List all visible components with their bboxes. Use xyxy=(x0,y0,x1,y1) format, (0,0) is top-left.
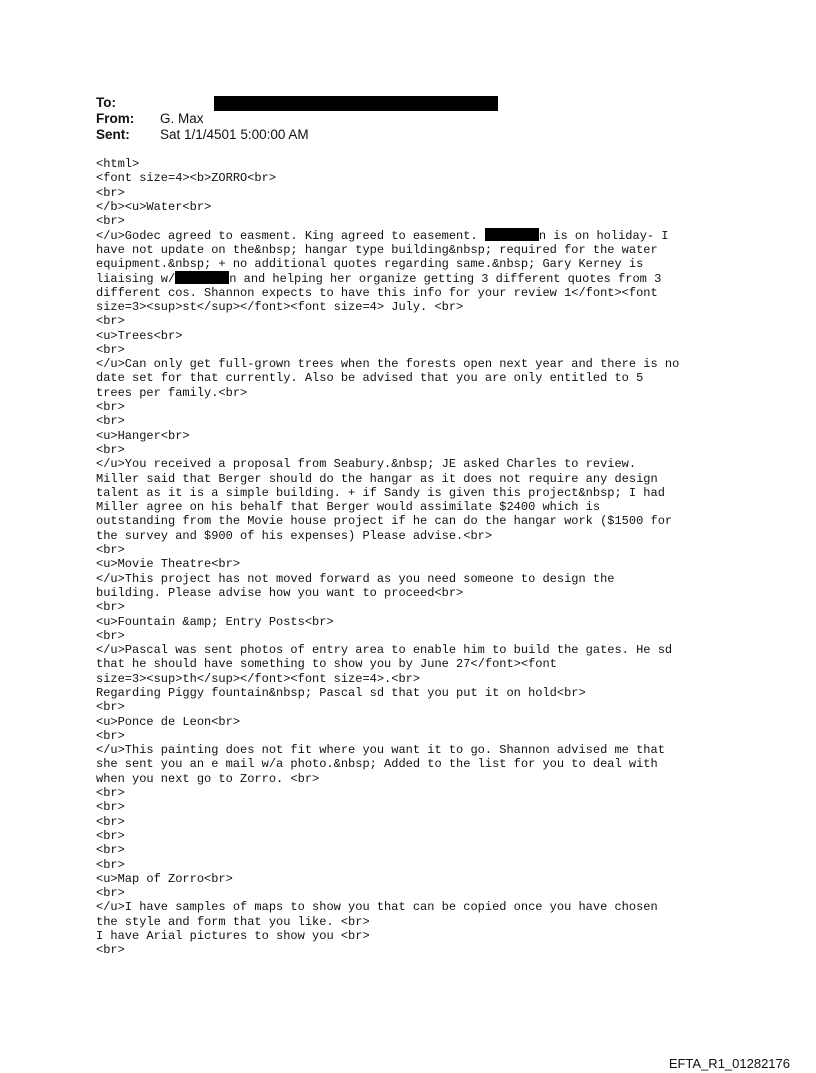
body-line: size=3><sup>th</sup></font><font size=4>.<br> xyxy=(96,671,421,686)
redaction-block xyxy=(485,228,539,241)
body-line: Miller agree on his behalf that Berger would assimilate $2400 which is xyxy=(96,500,601,515)
body-line: <html> xyxy=(96,157,140,171)
sent-row xyxy=(96,127,498,143)
body-line: have not update on the&nbsp; hangar type building&nbsp; required for the water xyxy=(96,242,658,257)
to-row xyxy=(96,95,498,111)
body-line: <br> xyxy=(96,843,125,858)
document-id: EFTA_R1_01282176 xyxy=(668,1056,790,1071)
sent-value: Sat 1/1/4501 5:00:00 AM xyxy=(160,127,309,142)
body-line: </u>Pascal was sent photos of entry area to enable him to build the gates. He sd xyxy=(96,643,673,658)
body-line: <u>Fountain &amp; Entry Posts<br> xyxy=(96,614,334,629)
body-line: <br> xyxy=(96,314,125,329)
body-line: Miller said that Berger should do the hangar as it does not require any design xyxy=(96,471,658,486)
body-line: trees per family.<br> xyxy=(96,385,248,400)
body-line: <br> xyxy=(96,800,125,815)
body-line: <br> xyxy=(96,214,125,229)
body-line: when you next go to Zorro. <br> xyxy=(96,771,320,786)
body-line: <br> xyxy=(96,342,125,357)
body-line: </u>This project has not moved forward as you need someone to design the xyxy=(96,571,615,586)
body-line: <font size=4><b>ZORRO<br> xyxy=(96,171,277,186)
body-line: <br> xyxy=(96,728,125,743)
body-line: </u>Can only get full-grown trees when the forests open next year and there is no xyxy=(96,357,680,372)
body-line: building. Please advise how you want to proceed<br> xyxy=(96,585,464,600)
body-line: <br> xyxy=(96,543,125,558)
from-row xyxy=(96,111,498,127)
body-line: talent as it is a simple building. + if Sandy is given this project&nbsp; I had xyxy=(96,485,665,500)
body-line: <br> xyxy=(96,886,125,901)
body-line: <u>Movie Theatre<br> xyxy=(96,557,241,572)
body-line: <br> xyxy=(96,400,125,415)
body-line: <br> xyxy=(96,628,125,643)
to-label: To: xyxy=(96,95,116,110)
body-line: </u>This painting does not fit where you want it to go. Shannon advised me that xyxy=(96,743,665,758)
body-line: <br> xyxy=(96,442,125,457)
from-value: G. Max xyxy=(160,111,204,126)
from-label: From: xyxy=(96,111,135,126)
body-line: different cos. Shannon expects to have this info for your review 1</font><font xyxy=(96,285,658,300)
body-line: the survey and $900 of his expenses) Please advise.<br> xyxy=(96,528,493,543)
body-line: <br> xyxy=(96,700,125,715)
body-line: <br> xyxy=(96,414,125,429)
body-line: </b><u>Water<br> xyxy=(96,199,212,214)
email-body xyxy=(96,157,776,958)
body-line: <br> xyxy=(96,857,125,872)
body-line: <u>Ponce de Leon<br> xyxy=(96,714,241,729)
redaction-block xyxy=(214,96,498,111)
body-line: </u>You received a proposal from Seabury.&nbsp; JE asked Charles to review. xyxy=(96,457,637,472)
body-line: liaising w/ n and helping her organize getting 3 different quotes from 3 xyxy=(96,272,662,287)
body-line: <br> xyxy=(96,943,125,958)
body-line: </u>Godec agreed to easment. King agreed to easement. n is on holiday- I xyxy=(96,229,669,244)
body-line: size=3><sup>st</sup></font><font size=4> July. <br> xyxy=(96,299,464,314)
body-line: </u>I have samples of maps to show you that can be copied once you have chosen xyxy=(96,900,658,915)
sent-label: Sent: xyxy=(96,127,130,142)
redaction-block xyxy=(175,271,229,284)
body-line: <u>Map of Zorro<br> xyxy=(96,871,233,886)
body-line: outstanding from the Movie house project if he can do the hangar work ($1500 for xyxy=(96,514,673,529)
body-line: that he should have something to show you by June 27</font><font xyxy=(96,657,557,672)
body-line: <br> xyxy=(96,185,125,200)
body-line: <br> xyxy=(96,786,125,801)
body-line: the style and form that you like. <br> xyxy=(96,914,370,929)
body-line: <u>Trees<br> xyxy=(96,328,183,343)
body-line: date set for that currently. Also be advised that you are only entitled to 5 xyxy=(96,371,644,386)
body-line: <br> xyxy=(96,814,125,829)
body-line: equipment.&nbsp; + no additional quotes regarding same.&nbsp; Gary Kerney is xyxy=(96,257,644,272)
body-line: I have Arial pictures to show you <br> xyxy=(96,929,370,944)
body-line: Regarding Piggy fountain&nbsp; Pascal sd that you put it on hold<br> xyxy=(96,685,586,700)
body-line: <br> xyxy=(96,828,125,843)
body-line: <u>Hanger<br> xyxy=(96,428,190,443)
body-line: she sent you an e mail w/a photo.&nbsp; Added to the list for you to deal with xyxy=(96,757,658,772)
email-header xyxy=(96,95,498,143)
body-line: <br> xyxy=(96,600,125,615)
